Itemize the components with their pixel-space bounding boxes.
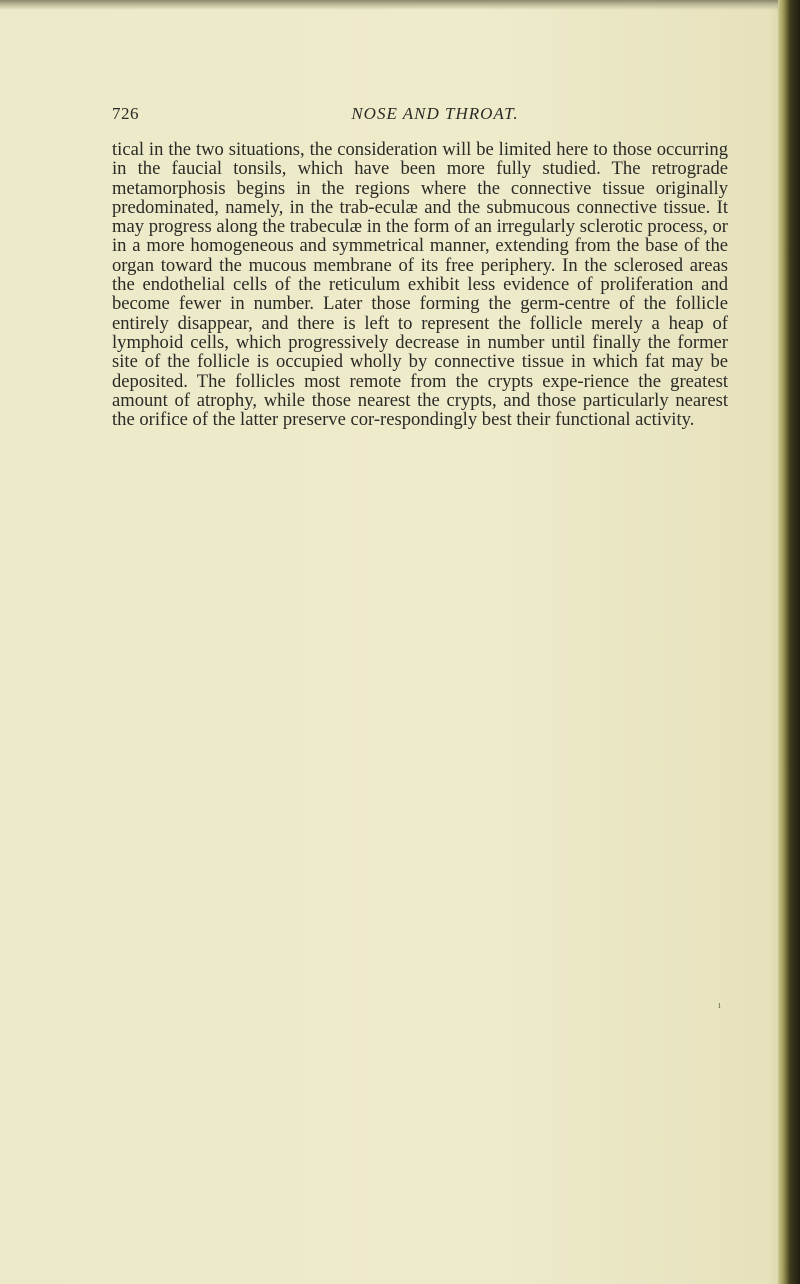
page-edge-shadow [778, 0, 800, 1284]
stray-ink-mark: ı [718, 1000, 721, 1011]
body-paragraph: tical in the two situations, the consideration will be limited here to those occurring in the faucial tonsils, which have been more fully studied. The retrograde metamorphosis begins in the regions where the connective tissue originally predominated, namely, in the trab-eculæ and the submucous connective tissue. It may progress along the trabeculæ in the form of an irregularly sclerotic process, or in a more homogeneous and symmetrical manner, extending from the base of the organ toward the mucous membrane of its free periphery. In the sclerosed areas the endothelial cells of the reticulum exhibit less evidence of proliferation and become fewer in number. Later those forming the germ-centre of the follicle entirely disappear, and there is left to represent the follicle merely a heap of lymphoid cells, which progressively decrease in number until finally the former site of the follicle is occupied wholly by connective tissue in which fat may be deposited. The follicles most remote from the crypts expe-rience the greatest amount of atrophy, while those nearest the crypts, and those particularly nearest the orifice of the latter preserve cor-respondingly best their functional activity. [112, 139, 728, 431]
top-page-shadow [0, 0, 800, 10]
running-head [112, 104, 728, 130]
page-number: 726 [112, 104, 139, 123]
running-title: NOSE AND THROAT. [351, 104, 519, 123]
